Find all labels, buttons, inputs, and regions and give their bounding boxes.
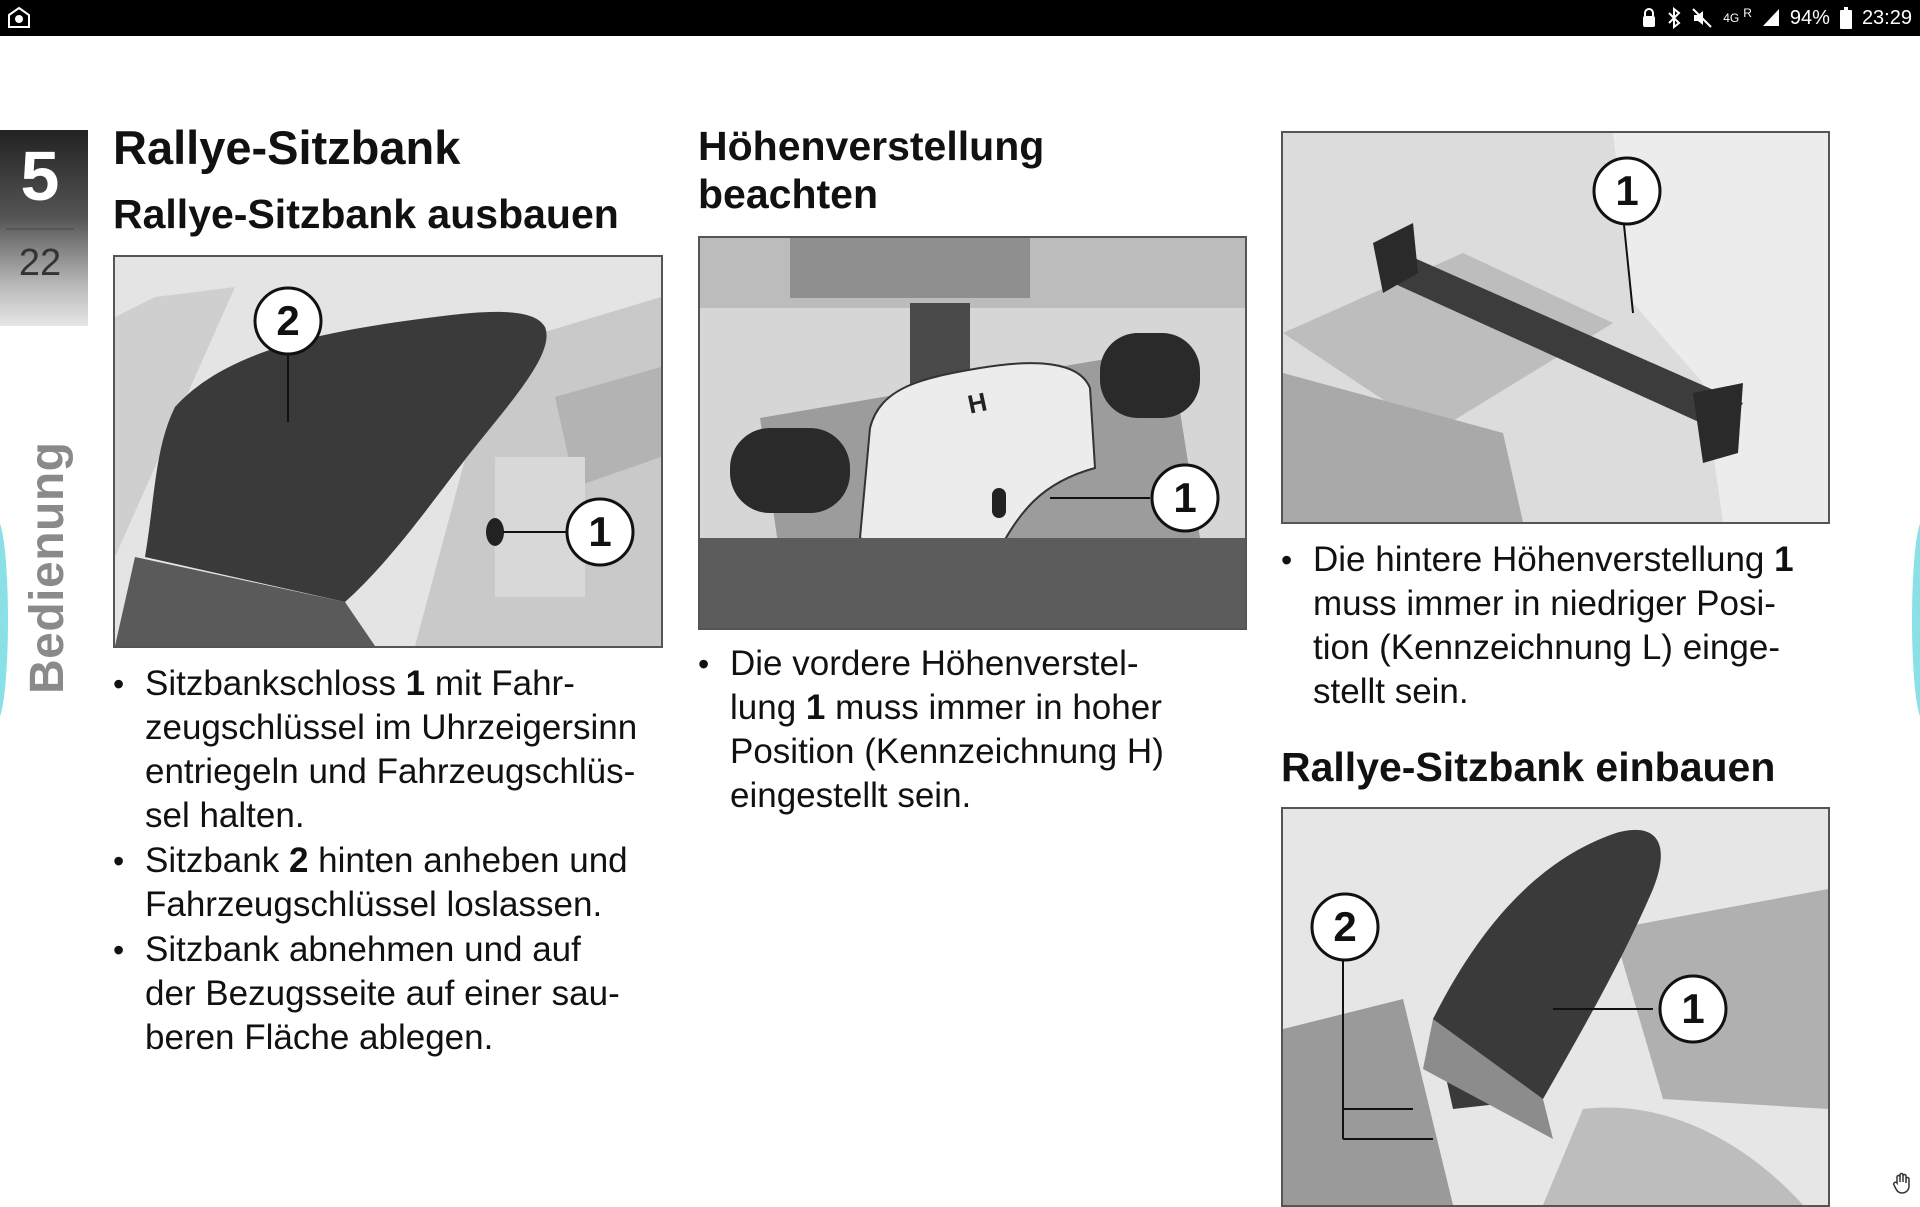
- instruction-list: [698, 642, 1258, 819]
- callout-1: 1: [1173, 474, 1197, 521]
- marking-h: H: [964, 386, 990, 420]
- divider: [6, 228, 74, 230]
- text-line: beren Fläche ablegen.: [145, 1018, 494, 1057]
- battery-icon: [1840, 7, 1852, 29]
- reference-number: 1: [1774, 540, 1794, 579]
- text-line: tion (Kennzeichnung L) einge-: [1313, 628, 1780, 667]
- text-line: • Sitzbank abnehmen und auf: [145, 930, 581, 969]
- edge-decoration-right: [1912, 520, 1920, 720]
- callout-1: 1: [1615, 167, 1639, 214]
- instruction-list: [113, 662, 673, 1061]
- list-item: [113, 928, 673, 1060]
- network-label: 4G: [1723, 11, 1740, 25]
- callout-1: 1: [1681, 985, 1705, 1032]
- callout-2: 2: [276, 297, 300, 344]
- section-subtitle: Rallye-Sitzbank ausbauen: [113, 191, 619, 237]
- chapter-number: 5: [20, 137, 60, 215]
- page-number: 22: [18, 242, 62, 284]
- text-line: der Bezugsseite auf einer sau-: [145, 974, 620, 1013]
- text-line: • Die vordere Höhenverstel-: [730, 644, 1139, 683]
- bluetooth-icon: [1667, 7, 1681, 29]
- text-line: Position (Kennzeichnung H): [730, 732, 1164, 771]
- mute-icon: [1691, 7, 1713, 29]
- list-item: [698, 642, 1258, 818]
- section-title-line1: Höhenverstellung: [698, 123, 1045, 169]
- status-bar: [0, 0, 1920, 36]
- section-subtitle: Rallye-Sitzbank einbauen: [1281, 744, 1776, 790]
- text-line: lung 1 muss immer in hoher: [730, 688, 1162, 727]
- text-line: entriegeln und Fahrzeugschlüs-: [145, 752, 636, 791]
- edge-decoration-left: [0, 520, 8, 720]
- reference-number: 2: [288, 841, 309, 880]
- notification-icon: [6, 6, 32, 30]
- text-line: sel halten.: [145, 796, 305, 835]
- seat-installation-figure: [1281, 807, 1830, 1207]
- text-line: Fahrzeugschlüssel loslassen.: [145, 885, 603, 924]
- section-title-line2: beachten: [698, 171, 878, 217]
- instruction-list: [1281, 538, 1841, 715]
- front-height-adjust-figure: [698, 236, 1247, 630]
- roaming-label: R: [1743, 6, 1752, 20]
- clock: 23:29: [1861, 6, 1912, 29]
- reference-number: 1: [805, 688, 826, 727]
- section-label: Bedienung: [21, 441, 74, 694]
- battery-percent: 94%: [1789, 6, 1830, 29]
- vpn-lock-icon: [1641, 7, 1657, 29]
- text-line: • Sitzbankschloss 1 mit Fahr-: [145, 664, 575, 703]
- reference-number: 1: [405, 664, 426, 703]
- list-item: [113, 839, 673, 927]
- rear-height-adjust-figure: [1281, 131, 1830, 524]
- section-title: Rallye-Sitzbank: [113, 121, 461, 174]
- text-line: zeugschlüssel im Uhrzeigersinn: [145, 708, 638, 747]
- list-item: [113, 662, 673, 838]
- text-line: • Die hintere Höhenverstellung 1: [1313, 540, 1794, 579]
- list-item: [1281, 538, 1841, 714]
- text-line: eingestellt sein.: [730, 776, 972, 815]
- seat-removal-figure: [113, 255, 663, 648]
- text-line: stellt sein.: [1313, 672, 1469, 711]
- chapter-tab: [0, 130, 88, 326]
- text-line: muss immer in niedriger Posi-: [1313, 584, 1776, 623]
- signal-icon: [1762, 7, 1780, 29]
- callout-2: 2: [1333, 903, 1357, 950]
- callout-1: 1: [588, 508, 612, 555]
- hand-icon[interactable]: [1891, 1171, 1915, 1195]
- text-line: • Sitzbank 2 hinten anheben und: [145, 841, 628, 880]
